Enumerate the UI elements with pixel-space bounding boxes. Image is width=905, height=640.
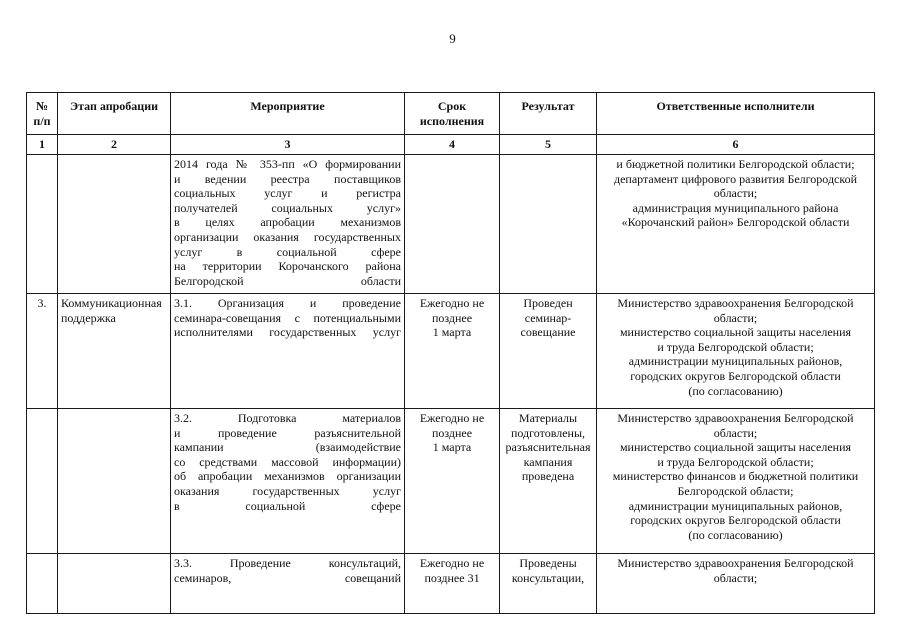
row-stage bbox=[58, 409, 171, 554]
table-row bbox=[27, 409, 875, 554]
column-number: 3 bbox=[171, 135, 405, 155]
page-number: 9 bbox=[449, 31, 456, 46]
column-number: 5 bbox=[500, 135, 597, 155]
row-num bbox=[27, 409, 58, 554]
table-row bbox=[27, 294, 875, 409]
row-event: 3.2. Подготовка материалов и проведение разъяснительной кампании (взаимодействие со средствами массовой информации) об апробации механизмов организации оказания государственных услуг в социальной сфере bbox=[171, 409, 405, 554]
table-row bbox=[27, 554, 875, 614]
row-stage bbox=[58, 554, 171, 614]
row-num: 3. bbox=[27, 294, 58, 409]
row-responsible: и бюджетной политики Белгородской области; департамент цифрового развития Белгородской области; администрация муниципального района «Корочанский район» Белгородской области bbox=[597, 155, 875, 294]
row-stage: Коммуникационная поддержка bbox=[58, 294, 171, 409]
header-responsible: Ответственные исполнители bbox=[597, 93, 875, 135]
column-number-row bbox=[27, 135, 875, 155]
row-stage bbox=[58, 155, 171, 294]
header-num: № п/п bbox=[27, 93, 58, 135]
column-number: 4 bbox=[405, 135, 500, 155]
column-number: 1 bbox=[27, 135, 58, 155]
column-number: 6 bbox=[597, 135, 875, 155]
table-row bbox=[27, 155, 875, 294]
row-event: 3.3. Проведение консультаций, семинаров, совещаний bbox=[171, 554, 405, 614]
row-result: Проведены консультации, bbox=[500, 554, 597, 614]
row-num bbox=[27, 554, 58, 614]
row-term bbox=[405, 155, 500, 294]
row-result: Материалы подготовлены, разъяснительная кампания проведена bbox=[500, 409, 597, 554]
header-event: Мероприятие bbox=[171, 93, 405, 135]
row-term: Ежегодно не позднее 31 bbox=[405, 554, 500, 614]
row-responsible: Министерство здравоохранения Белгородской области; министерство социальной защиты населения и труда Белгородской области; министерство финансов и бюджетной политики Белгородской области; администрации муниципальных районов, городских округов Белгородской области (по согласованию) bbox=[597, 409, 875, 554]
header-term: Срок исполнения bbox=[405, 93, 500, 135]
header-stage: Этап апробации bbox=[58, 93, 171, 135]
row-num bbox=[27, 155, 58, 294]
approbation-plan-table bbox=[26, 92, 875, 614]
row-event: 3.1. Организация и проведение семинара-совещания с потенциальными исполнителями государственных услуг bbox=[171, 294, 405, 409]
row-result: Проведен семинар- совещание bbox=[500, 294, 597, 409]
row-result bbox=[500, 155, 597, 294]
row-responsible: Министерство здравоохранения Белгородской области; bbox=[597, 554, 875, 614]
row-event: 2014 года № 353-пп «О формировании и ведении реестра поставщиков социальных услуг и регистра получателей социальных услуг» в целях апробации механизмов организации оказания государственных услуг в социальной сфере на территории Корочанского района Белгородской области bbox=[171, 155, 405, 294]
row-term: Ежегодно не позднее 1 марта bbox=[405, 409, 500, 554]
header-result: Результат bbox=[500, 93, 597, 135]
column-number: 2 bbox=[58, 135, 171, 155]
row-term: Ежегодно не позднее 1 марта bbox=[405, 294, 500, 409]
row-responsible: Министерство здравоохранения Белгородской области; министерство социальной защиты населения и труда Белгородской области; администрации муниципальных районов, городских округов Белгородской области (по согласованию) bbox=[597, 294, 875, 409]
table-header-row bbox=[27, 93, 875, 135]
